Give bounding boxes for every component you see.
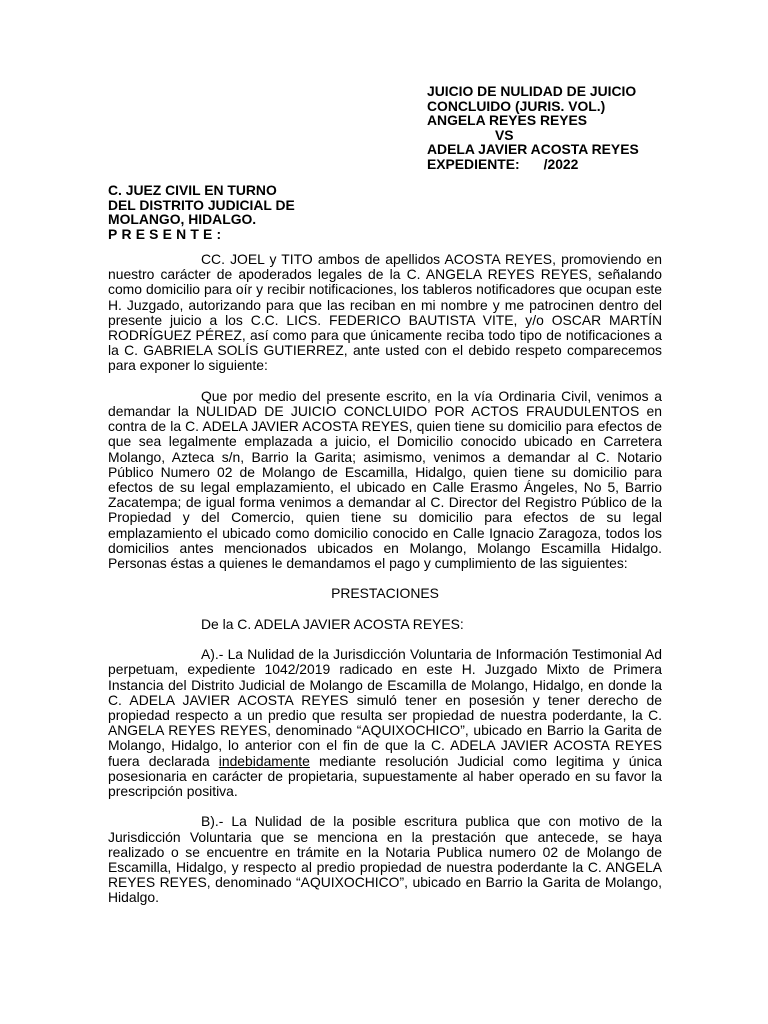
caption-line-1: JUICIO DE NULIDAD DE JUICIO [427,83,637,99]
expediente-line [427,157,672,172]
addressee-line-1: C. JUEZ CIVIL EN TURNO [108,182,277,198]
document-body [108,252,662,906]
section-heading-prestaciones: PRESTACIONES [331,585,439,602]
paragraph-intro: CC. JOEL y TITO ambos de apellidos ACOSTA REYES, promoviendo en nuestro carácter de apoderados legales de la C. ANGELA REYES REYES, señalando como domicilio para oír y recibir notificaciones, los tableros notificadores que ocupan este H. Juzgado, autorizando para que las reciban en mi nombre y me patrocinen dentro del presente juicio a los C.C. LICS. FEDERICO BAUTISTA VITE, y/o OSCAR MARTÍN RODRÍGUEZ PÉREZ, así como para que únicamente reciba todo tipo de notificaciones a la C. GABRIELA SOLÍS GUTIERREZ, ante usted con el debido respeto comparecemos para exponer lo siguiente: [108,251,662,374]
paragraph-defendant: De la C. ADELA JAVIER ACOSTA REYES: [201,615,464,632]
addressee-line-3: MOLANGO, HIDALGO. [108,211,257,228]
prestacion-a-text-end: mediante resolución Judicial como legitima y única posesionaria en carácter de propietaria, supuestamente al haber operado en su favor la prescripción positiva. [108,752,662,800]
paragraph-prestacion-a [108,647,662,799]
caption-line-3: ANGELA REYES REYES [427,112,588,129]
caption-vs: VS [495,126,514,143]
expediente-label: EXPEDIENTE: [427,155,520,172]
addressee-presente: PRESENTE: [108,225,226,242]
caption-line-2: CONCLUIDO (JURIS. VOL.) [427,97,606,114]
paragraph-demand: Que por medio del presente escrito, en la vía Ordinaria Civil, venimos a demandar la NULIDAD DE JUICIO CONCLUIDO POR ACTOS FRAUDULENTOS en contra de la C. ADELA JAVIER ACOSTA REYES, quien tiene su domicilio para efectos de que sea legalmente emplazada a juicio, el Domicilio conocido ubicado en Carretera Molango, Azteca s/n, Barrio la Garita; asimismo, venimos a demandar al C. Notario Público Numero 02 de Molango de Escamilla, Hidalgo, quien tiene su domicilio para efectos de su legal emplazamiento, el ubicado en Calle Erasmo Ángeles, No 5, Barrio Zacatempa; de igual forma venimos a demandar al C. Director del Registro Público de la Propiedad y del Comercio, quien tiene su domicilio para efectos de su legal emplazamiento el ubicado como domicilio conocido en Calle Ignacio Zaragoza, todos los domicilios antes mencionados ubicados en Molango, Molango Escamilla Hidalgo. Personas éstas a quienes le demandamos el pago y cumplimiento de las siguientes: [108,387,662,572]
addressee-line-2: DEL DISTRITO JUDICIAL DE [108,196,295,213]
caption-line-5: ADELA JAVIER ACOSTA REYES [427,141,639,158]
prestacion-a-text: A).- La Nulidad de la Jurisdicción Voluntaria de Información Testimonial Ad perpetuam, expediente 1042/2019 radicado en este H. Juzgado Mixto de Primera Instancia del Distrito Judicial de Molango de Escamilla de Molango, Hidalgo, en donde la C. ADELA JAVIER ACOSTA REYES simuló tener en posesión y tener derecho de propiedad respecto a un predio que resulta ser propiedad de nuestra poderdante, la C. ANGELA REYES REYES, denominado “AQUIXOCHICO”, ubicado en Barrio la Garita de Molango, Hidalgo, lo anterior con el fin de que la C. ADELA JAVIER ACOSTA REYES fuera declarada [108,646,662,769]
expediente-number: /2022 [543,155,579,172]
case-caption [427,84,672,172]
paragraph-prestacion-b: B).- La Nulidad de la posible escritura publica que con motivo de la Jurisdicción Voluntaria que se menciona en la prestación que antecede, se haya realizado o se encuentre en trámite en la Notaria Publica numero 02 de Molango de Escamilla, Hidalgo, y respecto al predio propiedad de nuestra poderdante la C. ANGELA REYES REYES, denominado “AQUIXOCHICO”, ubicado en Barrio la Garita de Molango, Hidalgo. [108,813,662,906]
underlined-word: indebidamente [218,752,310,769]
addressee-block [108,183,388,241]
